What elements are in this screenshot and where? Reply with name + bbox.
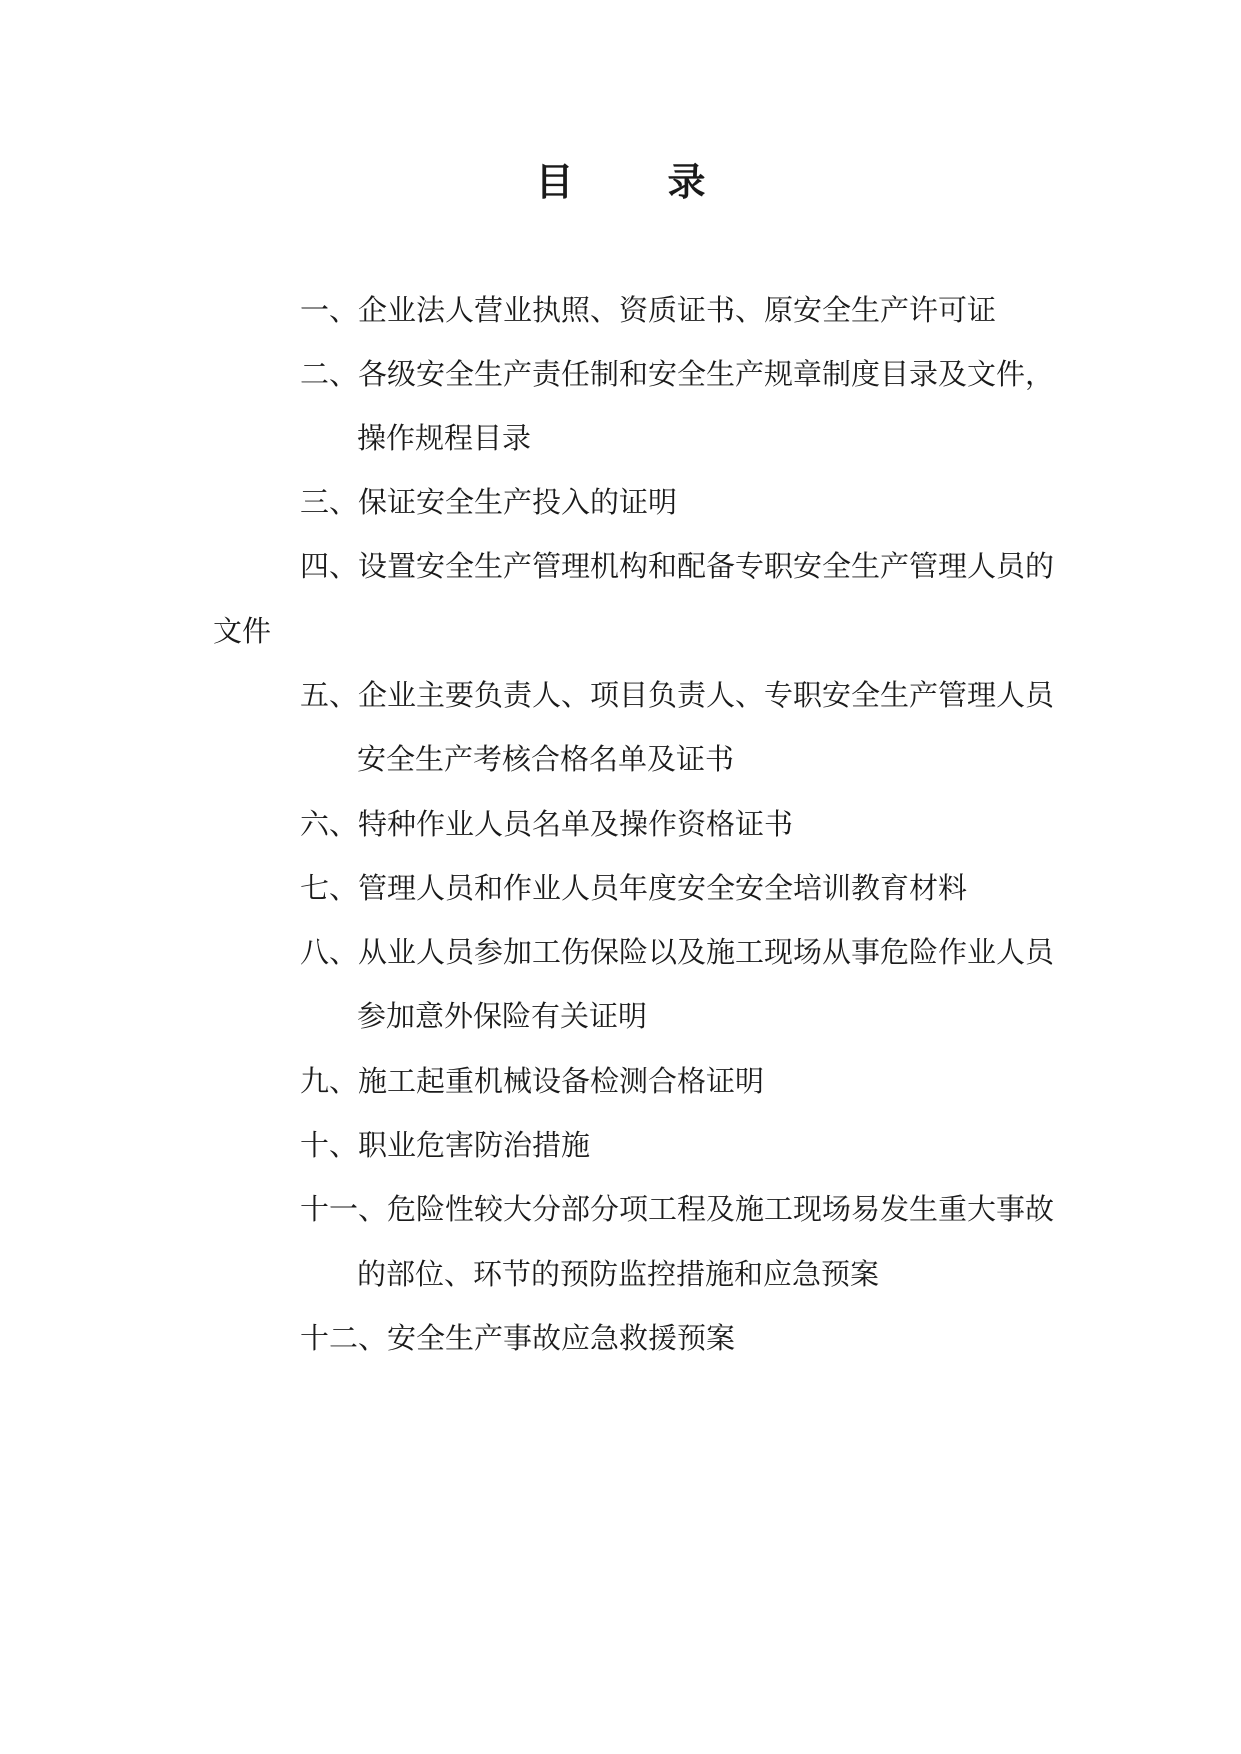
toc-entry-8: 八、从业人员参加工伤保险以及施工现场从事危险作业人员 bbox=[300, 935, 1055, 969]
toc-entry-11: 十一、危险性较大分部分项工程及施工现场易发生重大事故 bbox=[300, 1192, 1055, 1226]
page-title bbox=[0, 160, 1241, 204]
toc-entry-6: 六、特种作业人员名单及操作资格证书 bbox=[300, 807, 794, 841]
toc-entry-1: 一、企业法人营业执照、资质证书、原安全生产许可证 bbox=[300, 293, 997, 327]
toc-entry-4-continuation: 文件 bbox=[213, 614, 272, 648]
toc-entry-9: 九、施工起重机械设备检测合格证明 bbox=[300, 1064, 765, 1098]
toc-entry-7: 七、管理人员和作业人员年度安全安全培训教育材料 bbox=[300, 871, 968, 905]
toc-entry-2: 二、各级安全生产责任制和安全生产规章制度目录及文件， bbox=[300, 357, 1055, 391]
toc-entry-8-continuation: 参加意外保险有关证明 bbox=[357, 999, 648, 1033]
toc-entry-5-continuation: 安全生产考核合格名单及证书 bbox=[357, 742, 735, 776]
toc-entry-5: 五、企业主要负责人、项目负责人、专职安全生产管理人员 bbox=[300, 678, 1055, 712]
toc-entry-10: 十、职业危害防治措施 bbox=[300, 1128, 591, 1162]
title-char-right: 录 bbox=[667, 159, 706, 204]
toc-entry-3: 三、保证安全生产投入的证明 bbox=[300, 485, 678, 519]
toc-entry-11-continuation: 的部位、环节的预防监控措施和应急预案 bbox=[357, 1257, 880, 1291]
toc-entry-4: 四、设置安全生产管理机构和配备专职安全生产管理人员的 bbox=[300, 549, 1055, 583]
title-char-left: 目 bbox=[535, 159, 574, 204]
toc-entry-12: 十二、安全生产事故应急救援预案 bbox=[300, 1321, 736, 1355]
toc-entry-2-continuation: 操作规程目录 bbox=[357, 421, 532, 455]
